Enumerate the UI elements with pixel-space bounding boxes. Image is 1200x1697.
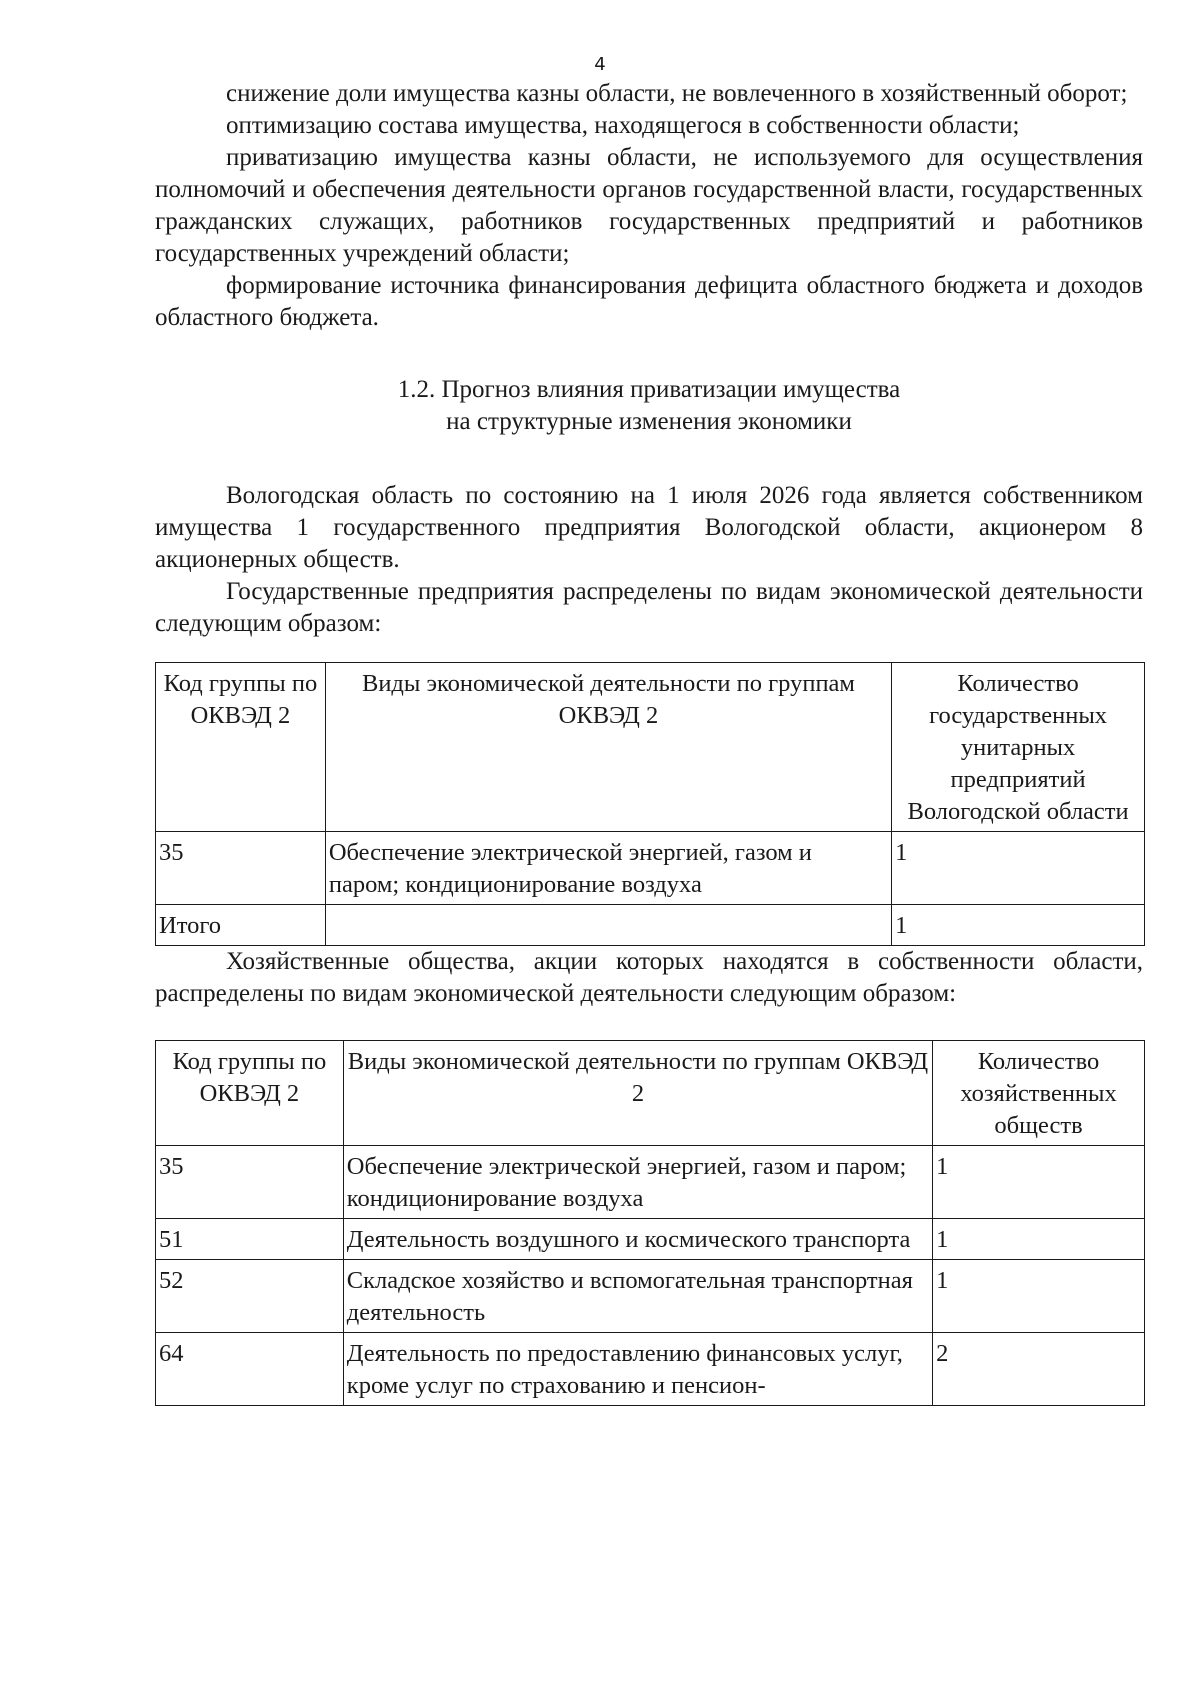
cell-code: 51 bbox=[156, 1219, 344, 1260]
table-header-row bbox=[156, 663, 1145, 832]
enterprises-table bbox=[155, 662, 1145, 946]
cell-count: 1 bbox=[933, 1219, 1145, 1260]
document-body bbox=[155, 78, 1143, 1406]
cell-count: 1 bbox=[933, 1260, 1145, 1333]
cell-activity: Обеспечение электрической энергией, газом и паром; кондиционирование воздуха bbox=[343, 1146, 932, 1219]
enterprises-paragraph: Государственные предприятия распределены по видам экономической деятельности следующим образом: bbox=[155, 578, 1143, 637]
intro-paragraph: приватизацию имущества казны области, не используемого для осуществления полномочий и обеспечения деятельности органов государственной власти, государственных гражданских служащих, работников государственных предприятий и работников государственных учреждений области; bbox=[155, 144, 1143, 267]
section-heading-line: на структурные изменения экономики bbox=[446, 408, 852, 435]
header-code: Код группы по ОКВЭД 2 bbox=[156, 663, 326, 832]
section-heading-line: 1.2. Прогноз влияния приватизации имущества bbox=[397, 376, 901, 403]
table-header-row bbox=[156, 1041, 1145, 1146]
cell-count: 2 bbox=[933, 1333, 1145, 1406]
cell-code: 35 bbox=[156, 832, 326, 905]
table-total-row bbox=[156, 905, 1145, 946]
cell-code: Итого bbox=[156, 905, 326, 946]
header-count: Количество государственных унитарных предприятий Вологодской области bbox=[892, 663, 1145, 832]
companies-paragraph: Хозяйственные общества, акции которых находятся в собственности области, распределены по видам экономической деятельности следующим образом: bbox=[155, 948, 1143, 1007]
cell-count: 1 bbox=[892, 832, 1145, 905]
header-activity: Виды экономической деятельности по группам ОКВЭД 2 bbox=[343, 1041, 932, 1146]
cell-count: 1 bbox=[892, 905, 1145, 946]
header-activity: Виды экономической деятельности по группам ОКВЭД 2 bbox=[325, 663, 891, 832]
cell-code: 64 bbox=[156, 1333, 344, 1406]
cell-code: 52 bbox=[156, 1260, 344, 1333]
cell-count: 1 bbox=[933, 1146, 1145, 1219]
cell-activity: Обеспечение электрической энергией, газом и паром; кондиционирование воздуха bbox=[325, 832, 891, 905]
header-code: Код группы по ОКВЭД 2 bbox=[156, 1041, 344, 1146]
intro-paragraph: формирование источника финансирования дефицита областного бюджета и доходов областного бюджета. bbox=[155, 272, 1143, 331]
intro-paragraph: снижение доли имущества казны области, не вовлеченного в хозяйственный оборот; bbox=[226, 80, 1128, 107]
cell-activity bbox=[325, 905, 891, 946]
cell-activity: Деятельность по предоставлению финансовых услуг, кроме услуг по страхованию и пенсион- bbox=[343, 1333, 932, 1406]
table-row bbox=[156, 832, 1145, 905]
table-row bbox=[156, 1146, 1145, 1219]
cell-activity: Складское хозяйство и вспомогательная транспортная деятельность bbox=[343, 1260, 932, 1333]
intro-paragraph: оптимизацию состава имущества, находящегося в собственности области; bbox=[226, 112, 1020, 139]
cell-activity: Деятельность воздушного и космического транспорта bbox=[343, 1219, 932, 1260]
table-row bbox=[156, 1219, 1145, 1260]
table-row bbox=[156, 1260, 1145, 1333]
owner-paragraph: Вологодская область по состоянию на 1 июля 2026 года является собственником имущества 1 государственного предприятия Вологодской области, акционером 8 акционерных обществ. bbox=[155, 482, 1143, 573]
header-count: Количество хозяйственных обществ bbox=[933, 1041, 1145, 1146]
companies-table bbox=[155, 1040, 1145, 1406]
section-heading bbox=[155, 374, 1143, 438]
cell-code: 35 bbox=[156, 1146, 344, 1219]
page-number: 4 bbox=[594, 54, 606, 75]
table-row bbox=[156, 1333, 1145, 1406]
